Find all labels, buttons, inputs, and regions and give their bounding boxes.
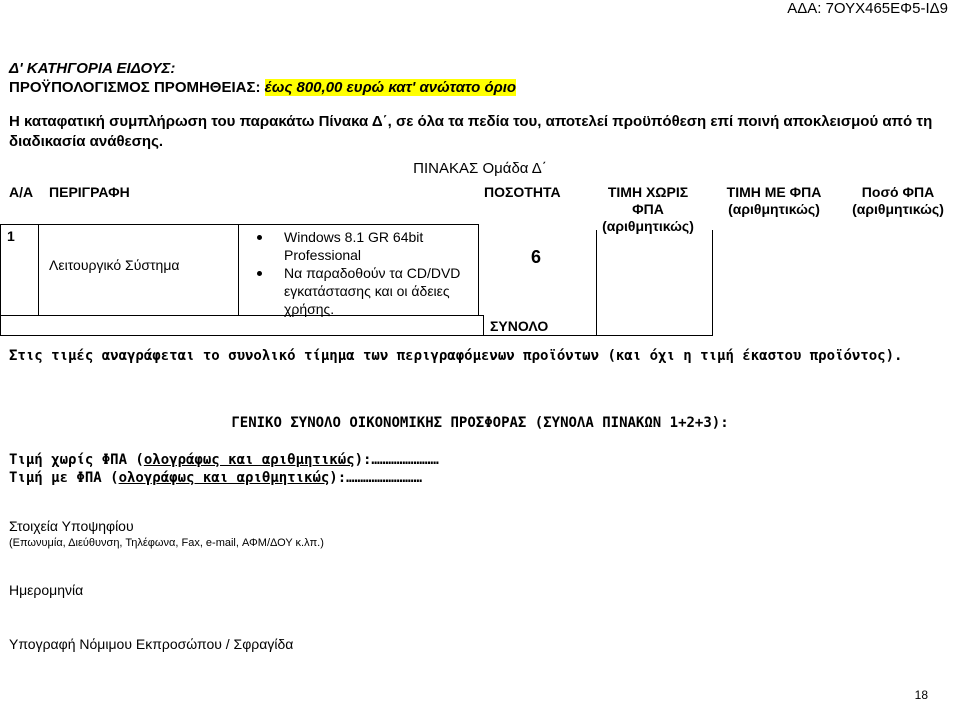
candidate-subtitle: (Επωνυμία, Διεύθυνση, Τηλέφωνα, Fax, e-mail, ΑΦΜ/ΔΟΥ κ.λπ.) <box>9 537 324 549</box>
header-vat-amount <box>838 184 958 218</box>
header-price-with-vat <box>714 184 834 218</box>
table-title: ΠΙΝΑΚΑΣ Ομάδα Δ΄ <box>413 160 547 177</box>
row-aa: 1 <box>7 228 15 244</box>
bullet-line: χρήσης. <box>284 301 335 317</box>
row-item-name: Λειτουργικό Σύστημα <box>49 257 180 273</box>
candidate-title: Στοιχεία Υποψηφίου <box>9 518 134 534</box>
header-line: ΤΙΜΗ ΧΩΡΙΣ <box>607 184 689 200</box>
table-line <box>38 224 39 316</box>
price-no-vat-underlined: ολογράφως και αριθμητικώς <box>143 452 355 468</box>
header-line: (αριθμητικώς) <box>728 201 820 217</box>
header-line: ΤΙΜΗ ΜΕ ΦΠΑ <box>726 184 822 200</box>
bullet-item-1 <box>284 228 423 264</box>
bullet-line: εγκατάστασης και οι άδειες <box>284 283 450 299</box>
bullet-icon <box>257 271 262 276</box>
bullet-line: Professional <box>284 247 362 263</box>
price-no-vat-prefix: Τιμή χωρίς ΦΠΑ ( <box>9 452 144 468</box>
table-line <box>0 224 478 225</box>
header-quantity: ΠΟΣΟΤΗΤΑ <box>484 184 561 200</box>
table-line <box>238 224 239 316</box>
page-number: 18 <box>914 688 928 702</box>
affirmation-text: Η καταφατική συμπλήρωση του παρακάτω Πίνακα Δ΄, σε όλα τα πεδία του, αποτελεί προϋπόθεση επί ποινή αποκλεισμού από τη διαδικασία ανάθεσης. <box>9 113 933 150</box>
signature-label: Υπογραφή Νόμιμου Εκπροσώπου / Σφραγίδα <box>9 636 294 652</box>
header-line: (αριθμητικώς) <box>852 201 944 217</box>
budget-label: ΠΡΟΫΠΟΛΟΓΙΣΜΟΣ ΠΡΟΜΗΘΕΙΑΣ: <box>9 79 261 96</box>
price-with-vat-suffix: ):……………………… <box>329 470 423 486</box>
bullet-icon <box>257 235 262 240</box>
header-price-no-vat <box>588 184 708 235</box>
price-with-vat-prefix: Τιμή με ΦΠΑ ( <box>9 470 119 486</box>
table-line <box>0 335 712 336</box>
budget-value: έως 800,00 ευρώ κατ' ανώτατο όριο <box>264 79 517 96</box>
ada-code: ΑΔΑ: 7ΟΥΧ465ΕΦ5-ΙΔ9 <box>787 0 948 17</box>
table-line <box>478 224 479 316</box>
table-line <box>596 230 597 336</box>
date-label: Ημερομηνία <box>9 582 84 598</box>
total-label: ΣΥΝΟΛΟ <box>490 318 549 334</box>
price-no-vat-line <box>9 452 439 468</box>
header-line: (αριθμητικώς) <box>602 218 694 234</box>
price-with-vat-line <box>9 470 422 486</box>
header-description: ΠΕΡΙΓΡΑΦΗ <box>49 184 130 200</box>
grand-total-title: ΓΕΝΙΚΟ ΣΥΝΟΛΟ ΟΙΚΟΝΟΜΙΚΗΣ ΠΡΟΣΦΟΡΑΣ (ΣΥΝΟΛΑ ΠΙΝΑΚΩΝ 1+2+3): <box>231 415 729 431</box>
bullet-item-2 <box>284 264 460 318</box>
price-with-vat-underlined: ολογράφως και αριθμητικώς <box>118 470 330 486</box>
header-line: ΦΠΑ <box>632 201 664 217</box>
table-line <box>483 315 484 336</box>
bullet-line: Να παραδοθούν τα CD/DVD <box>284 265 461 281</box>
bullet-line: Windows 8.1 GR 64bit <box>284 229 424 245</box>
pricing-note: Στις τιμές αναγράφεται το συνολικό τίμημα των περιγραφόμενων προϊόντων (και όχι η τιμή έκαστου προϊόντος). <box>9 348 903 364</box>
row-quantity: 6 <box>531 247 542 267</box>
table-line <box>0 224 1 336</box>
budget-line <box>9 79 516 96</box>
category-title: Δ' ΚΑΤΗΓΟΡΙΑ ΕΙΔΟΥΣ: <box>9 60 176 77</box>
header-aa: Α/Α <box>9 184 34 200</box>
header-line: Ποσό ΦΠΑ <box>861 184 935 200</box>
table-line <box>712 230 713 336</box>
price-no-vat-suffix: ):…………………… <box>354 452 439 468</box>
